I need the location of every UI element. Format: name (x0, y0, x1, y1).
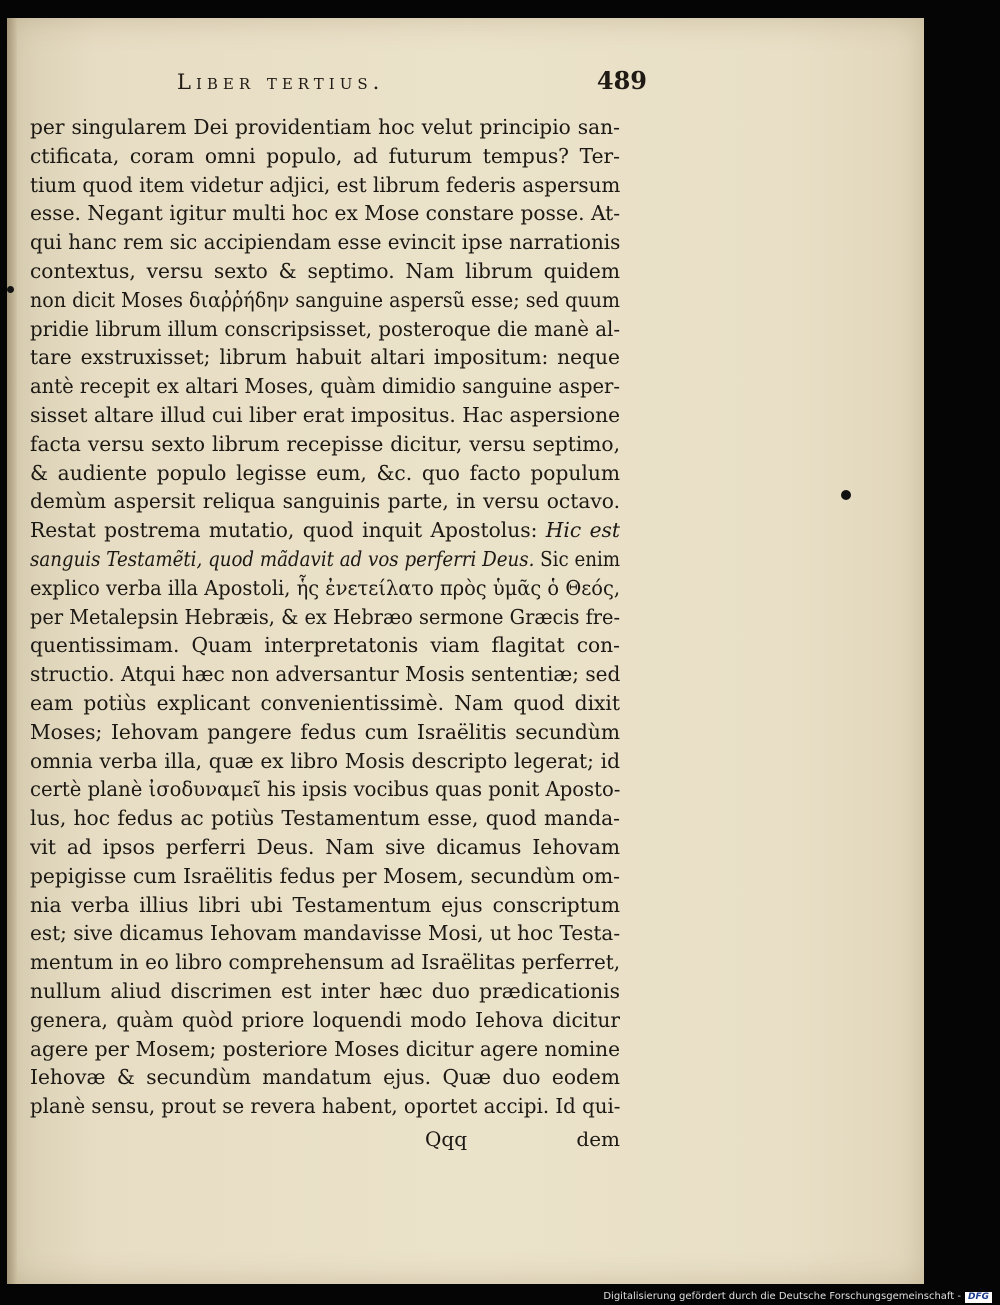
text-line: qui hanc rem sic accipiendam esse evincit ipse narrationis (30, 230, 620, 255)
quotation-italic: sanguis Testamẽti, quod mãdavit ad vos perferri Deus. (30, 546, 535, 571)
text-line: pepigisse cum Israëlitis fedus per Mosem, secundùm om- (30, 863, 620, 888)
running-title: Liber tertius. (177, 70, 385, 94)
text-line: Iehovæ & secundùm mandatum ejus. Quæ duo eodem (30, 1065, 620, 1090)
running-head (177, 64, 647, 104)
text-line: structio. Atqui hæc non adversantur Mosis sententiæ; sed (30, 662, 620, 687)
credit-text: Digitalisierung gefördert durch die Deutsche Forschungsgemeinschaft - (603, 1291, 961, 1302)
signature-mark: Qqq (425, 1127, 468, 1151)
text-line: tare exstruxisset; librum habuit altari impositum: neque (30, 345, 620, 370)
text-line: planè sensu, prout se revera habent, oportet accipi. Id qui- (30, 1094, 620, 1119)
text-line: vit ad ipsos perferri Deus. Nam sive dicamus Iehovam (30, 834, 620, 859)
text-line: & audiente populo legisse eum, &c. quo facto populum (30, 460, 620, 485)
text-line: esse. Negant igitur multi hoc ex Mose constare posse. At- (30, 201, 620, 226)
dfg-logo: DFG (965, 1292, 992, 1303)
text-line: pridie librum illum conscripsisset, posteroque die manè al- (30, 316, 620, 341)
text-line: contextus, versu sexto & septimo. Nam librum quidem (30, 258, 620, 283)
text-line: omnia verba illa, quæ ex libro Mosis descripto legerat; id (30, 748, 620, 773)
text-line: non dicit Moses διαῤῥήδην sanguine aspersũ esse; sed quum (30, 287, 620, 312)
text-line: quentissimam. Quam interpretatonis viam flagitat con- (30, 633, 620, 658)
catchword: dem (576, 1127, 620, 1151)
text-line: agere per Mosem; posteriore Moses dicitur agere nomine (30, 1036, 620, 1061)
text-line: demùm aspersit reliqua sanguinis parte, in versu octavo. (30, 489, 620, 514)
text-line: genera, quàm quòd priore loquendi modo Iehova dicitur (30, 1007, 620, 1032)
text-line: facta versu sexto librum recepisse dicitur, versu septimo, (30, 431, 620, 456)
text-line: nia verba illius libri ubi Testamentum ejus conscriptum (30, 892, 620, 917)
text-line: Moses; Iehovam pangere fedus cum Israëlitis secundùm (30, 719, 620, 744)
text-line: sisset altare illud cui liber erat impositus. Hac aspersione (30, 402, 620, 427)
text-line: est; sive dicamus Iehovam mandavisse Mosi, ut hoc Testa- (30, 921, 620, 946)
text-line: per Metalepsin Hebræis, & ex Hebræo sermone Græcis fre- (30, 604, 620, 629)
text-line: tium quod item videtur adjici, est librum federis aspersum (30, 172, 620, 197)
text-line: eam potiùs explicant convenientissimè. Nam quod dixit (30, 690, 620, 715)
text-line: sanguis Testamẽti, quod mãdavit ad vos perferri Deus. Sic enim (30, 546, 620, 571)
text-line: ctificata, coram omni populo, ad futurum tempus? Ter- (30, 143, 620, 168)
text-line: Restat postrema mutatio, quod inquit Apostolus: Hic est (30, 518, 620, 543)
text-line: antè recepit ex altari Moses, quàm dimidio sanguine asper- (30, 374, 620, 399)
quotation-italic: Hic est (545, 518, 620, 543)
text-line: certè planè ἰσοδυναμεῖ his ipsis vocibus quas ponit Aposto- (30, 777, 620, 802)
page-footer (425, 1123, 620, 1157)
text-line: mentum in eo libro comprehensum ad Israëlitas perferret, (30, 950, 620, 975)
book-page (7, 18, 924, 1284)
page-number: 489 (596, 66, 647, 95)
ink-spot (7, 286, 14, 293)
body-text (30, 113, 620, 1121)
text-line: explico verba illa Apostoli, ἧς ἐνετείλατο πρὸς ὑμᾶς ὁ Θεός, (30, 575, 620, 600)
text-line: nullum aliud discrimen est inter hæc duo prædicationis (30, 978, 620, 1003)
text-line: per singularem Dei providentiam hoc velut principio san- (30, 115, 620, 139)
page-gutter-edge (7, 18, 17, 1284)
digitization-credit (603, 1290, 992, 1304)
ink-spot (841, 490, 851, 500)
text-line: lus, hoc fedus ac potiùs Testamentum esse, quod manda- (30, 806, 620, 831)
